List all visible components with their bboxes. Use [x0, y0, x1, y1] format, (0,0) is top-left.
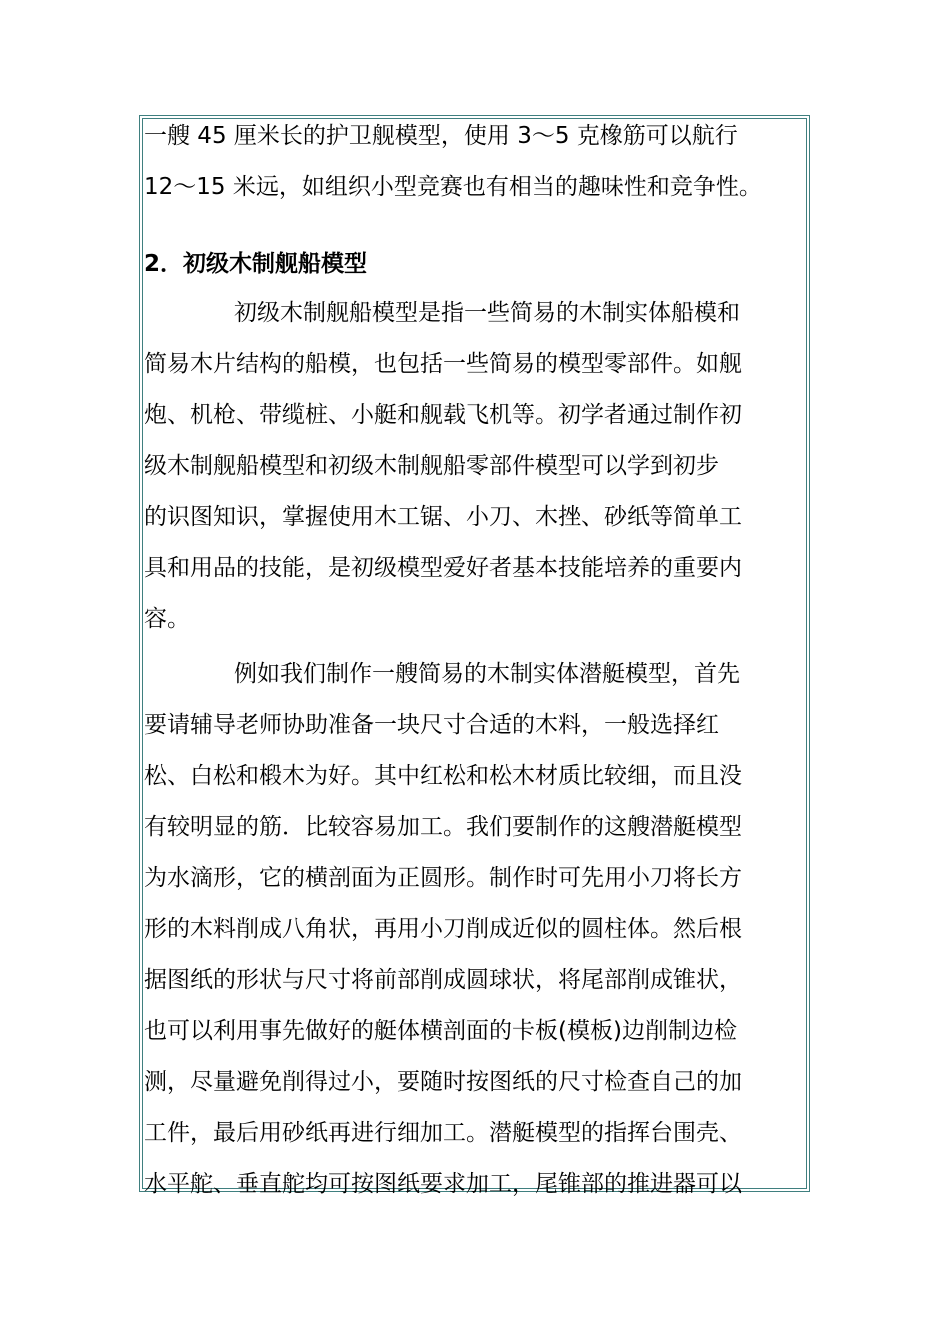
text-line: 松、白松和椴木为好。其中红松和松木材质比较细，而且没	[144, 763, 742, 789]
text-line: 水平舵、垂直舵均可按图纸要求加工，尾锥部的推进器可以	[144, 1171, 742, 1197]
paragraph-2	[144, 649, 809, 1210]
section-heading: 2．初级木制舰船模型	[144, 251, 368, 277]
text-line: 具和用品的技能，是初级模型爱好者基本技能培养的重要内	[144, 555, 742, 581]
text-line: 也可以利用事先做好的艇体横剖面的卡板(模板)边削制边检	[144, 1018, 737, 1044]
text-line: 据图纸的形状与尺寸将前部削成圆球状，将尾部削成锥状，	[144, 967, 742, 993]
text-line: 12～15 米远，如组织小型竞赛也有相当的趣味性和竞争性。	[144, 174, 762, 200]
text-line: 级木制舰船模型和初级木制舰船零部件模型可以学到初步	[144, 453, 719, 479]
text-line: 炮、机枪、带缆桩、小艇和舰载飞机等。初学者通过制作初	[144, 402, 742, 428]
text-line: 简易木片结构的船模，也包括一些简易的模型零部件。如舰	[144, 351, 742, 377]
text-line: 一艘 45 厘米长的护卫舰模型，使用 3～5 克橡筋可以航行	[144, 123, 738, 149]
text-line: 初级木制舰船模型是指一些简易的木制实体船模和	[234, 300, 740, 326]
text-line: 测，尽量避免削得过小，要随时按图纸的尺寸检查自己的加	[144, 1069, 742, 1095]
text-line: 要请辅导老师协助准备一块尺寸合适的木料，一般选择红	[144, 712, 719, 738]
paragraph-1	[144, 288, 809, 645]
text-line: 形的木料削成八角状，再用小刀削成近似的圆柱体。然后根	[144, 916, 742, 942]
document-body	[144, 111, 809, 1210]
text-line: 例如我们制作一艘简易的木制实体潜艇模型，首先	[234, 661, 740, 687]
text-line: 的识图知识，掌握使用木工锯、小刀、木挫、砂纸等简单工	[144, 504, 742, 530]
text-line: 容。	[144, 606, 190, 632]
text-line: 有较明显的筋．比较容易加工。我们要制作的这艘潜艇模型	[144, 814, 742, 840]
text-line: 为水滴形，它的横剖面为正圆形。制作时可先用小刀将长方	[144, 865, 742, 891]
paragraph-0	[144, 111, 809, 213]
text-line: 工件，最后用砂纸再进行细加工。潜艇模型的指挥台围壳、	[144, 1120, 742, 1146]
